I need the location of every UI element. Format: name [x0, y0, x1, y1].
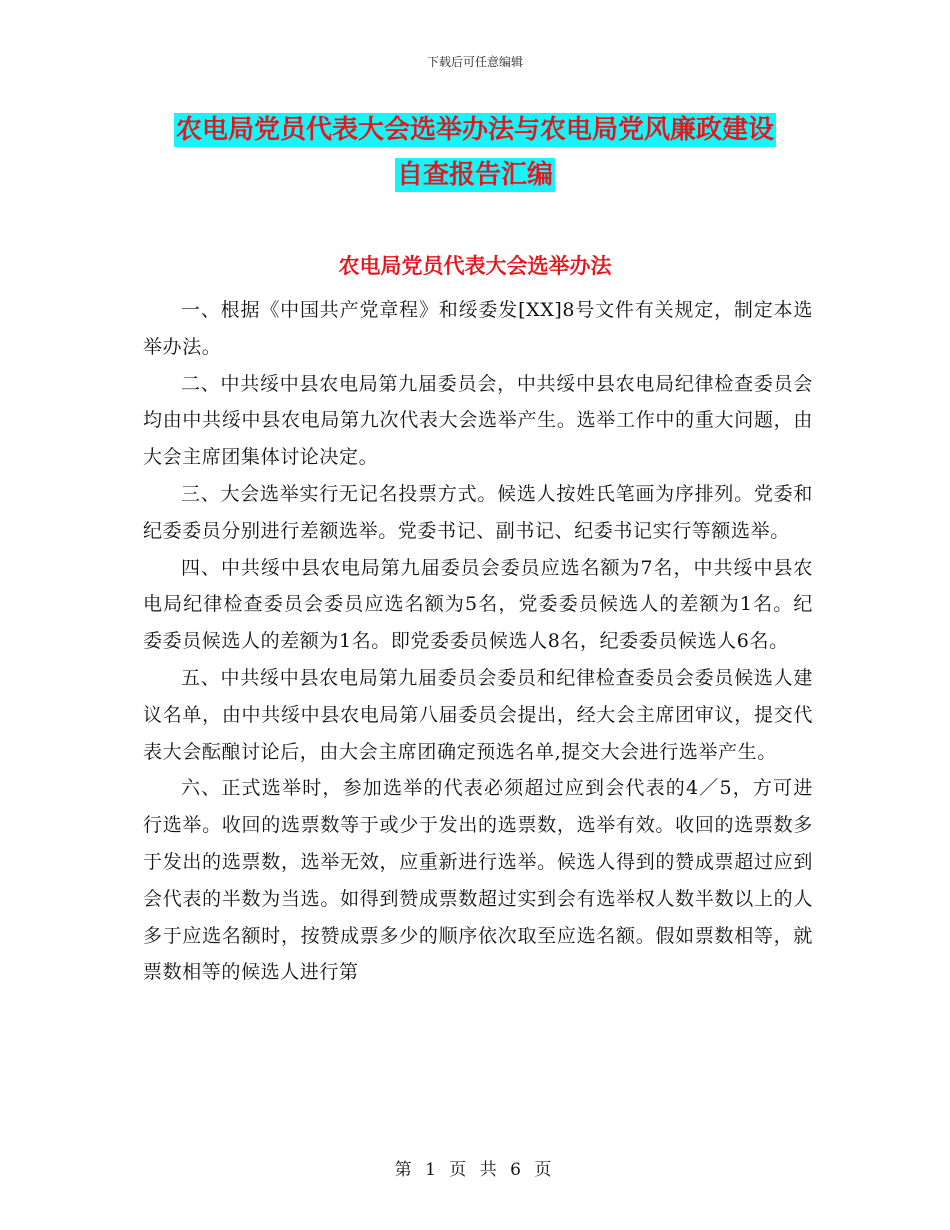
section-title: 农电局党员代表大会选举办法 [338, 253, 612, 278]
document-title-line-2 [0, 158, 950, 192]
paragraph-6: 六、正式选举时，参加选举的代表必须超过应到会代表的4／5，方可进行选举。收回的选票数等于或少于发出的选票数，选举有效。收回的选票数多于发出的选票数，选举无效，应重新进行选举。候选人得到的赞成票超过应到会代表的半数为当选。如得到赞成票数超过实到会有选举权人数半数以上的人多于应选名额时，按赞成票多少的顺序依次取至应选名额。假如票数相等，就票数相等的候选人进行第 [143, 777, 813, 984]
page-footer: 第 1 页 共 6 页 [394, 1160, 556, 1180]
document-title-line-1 [0, 113, 950, 147]
paragraph-4: 四、中共绥中县农电局第九届委员会委员应选名额为7名，中共绥中县农电局纪律检查委员会委员应选名额为5名，党委委员候选人的差额为1名。纪委委员候选人的差额为1名。即党委委员候选人8名，纪委委员候选人6名。 [143, 556, 813, 653]
header-note: 下载后可任意编辑 [426, 55, 523, 69]
paragraph-3: 三、大会选举实行无记名投票方式。候选人按姓氏笔画为序排列。党委和纪委委员分别进行差额选举。党委书记、副书记、纪委书记实行等额选举。 [143, 482, 813, 542]
document-title-line-2-text: 自查报告汇编 [396, 160, 553, 190]
document-body [143, 292, 813, 991]
paragraph-5: 五、中共绥中县农电局第九届委员会委员和纪律检查委员会委员候选人建议名单，由中共绥中县农电局第八届委员会提出，经大会主席团审议，提交代表大会酝酿讨论后，由大会主席团确定预选名单,提交大会进行选举产生。 [143, 666, 813, 763]
document-title-line-1-text: 农电局党员代表大会选举办法与农电局党风廉政建设 [175, 115, 774, 145]
paragraph-2: 二、中共绥中县农电局第九届委员会，中共绥中县农电局纪律检查委员会均由中共绥中县农电局第九次代表大会选举产生。选举工作中的重大问题，由大会主席团集体讨论决定。 [143, 372, 813, 469]
paragraph-1: 一、根据《中国共产党章程》和绥委发[XX]8号文件有关规定，制定本选举办法。 [143, 299, 813, 358]
